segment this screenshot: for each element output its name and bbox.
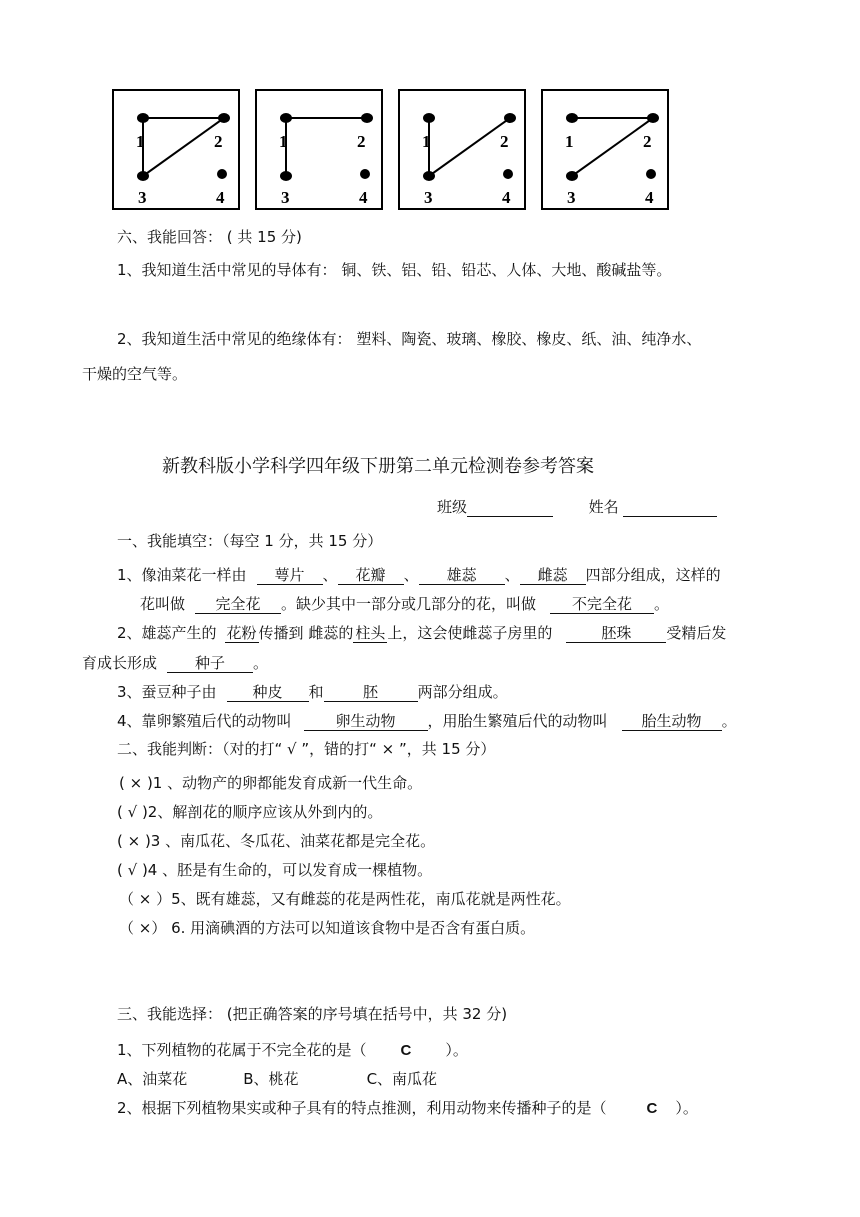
node-label-1: 1 [136, 132, 145, 151]
node-label-4: 4 [645, 188, 654, 207]
option-a: A、油菜花 [117, 1070, 188, 1088]
sec1-q1-line1 [117, 565, 721, 585]
sec6-q2-line2: 干燥的空气等。 [82, 365, 188, 383]
answer-blank: 花瓣 [338, 566, 404, 585]
sec1-q2-mid1: 传播到 雌蕊的 [258, 624, 354, 642]
circuit-diagram-4 [541, 89, 669, 210]
class-blank [467, 498, 553, 517]
sec1-q1-prefix: 1、像油菜花一样由 [117, 566, 247, 584]
node-label-2: 2 [214, 132, 223, 151]
option-b: B、桃花 [243, 1070, 299, 1088]
sec6-q2-line1: 2、我知道生活中常见的绝缘体有： 塑料、陶瓷、玻璃、橡胶、橡皮、纸、油、纯净水、 [117, 330, 702, 348]
sec1-q3 [117, 682, 508, 702]
section-2-heading: 二、我能判断：（对的打“ √ ”，错的打“ × ”，共 15 分） [117, 740, 496, 758]
sec1-q2-mid3: 受精后发 [666, 624, 727, 642]
sec1-q4-mid: ，用胎生繁殖后代的动物叫 [427, 712, 608, 730]
choice-q1-prefix: 1、下列植物的花属于不完全花的是（ [117, 1041, 367, 1059]
choice-q2-answer: C [646, 1100, 658, 1117]
sec1-q1-line2-mid: 。缺少其中一部分或几部分的花，叫做 [281, 595, 537, 613]
separator: 、 [403, 566, 419, 584]
name-blank [623, 498, 717, 517]
judgment-item-1: ( × )1 、动物产的卵都能发育成新一代生命。 [119, 774, 423, 792]
judgment-item-2: ( √ )2、解剖花的顺序应该从外到内的。 [117, 803, 383, 821]
answer-blank: 柱头 [355, 624, 386, 642]
judgment-item-5: （ × ）5、既有雄蕊，又有雌蕊的花是两性花，南瓜花就是两性花。 [119, 890, 571, 908]
sec1-q1-mid: 四部分组成，这样的 [585, 566, 721, 584]
node-label-3: 3 [138, 188, 147, 207]
node-label-2: 2 [643, 132, 652, 151]
class-label: 班级 [437, 498, 468, 516]
node-label-3: 3 [281, 188, 290, 207]
node-label-1: 1 [279, 132, 288, 151]
class-name-row [437, 497, 717, 517]
sec1-q2-line2-prefix: 育成长形成 [82, 654, 158, 672]
sec1-q3-end: 两部分组成。 [417, 683, 508, 701]
answer-blank: 不完全花 [550, 595, 654, 614]
judgment-item-3: ( × )3 、南瓜花、冬瓜花、油菜花都是完全花。 [117, 832, 436, 850]
sec1-q3-mid: 和 [308, 683, 324, 701]
choice-q1-end: ）。 [445, 1041, 468, 1059]
answer-blank: 胎生动物 [622, 712, 722, 731]
name-label: 姓名 [588, 498, 619, 516]
choice-q2 [117, 1098, 698, 1119]
choice-q1-options [117, 1069, 437, 1089]
judgment-item-4: ( √ )4 、胚是有生命的，可以发育成一棵植物。 [117, 861, 433, 879]
answer-blank: 种子 [167, 654, 253, 673]
section-6-heading: 六、我能回答： ( 共 15 分) [117, 228, 302, 246]
node-label-4: 4 [216, 188, 225, 207]
node-label-4: 4 [502, 188, 511, 207]
answer-blank: 萼片 [257, 566, 323, 585]
sec1-q2-line1 [117, 623, 726, 643]
sec1-q2-line2 [82, 653, 268, 673]
answer-blank: 雌蕊 [520, 566, 586, 585]
node-label-2: 2 [500, 132, 509, 151]
judgment-item-6: （ ×） 6. 用滴碘酒的方法可以知道该食物中是否含有蛋白质。 [119, 919, 536, 937]
circuit-diagram-3 [398, 89, 526, 210]
answer-blank: 胚珠 [566, 624, 666, 643]
choice-q1 [117, 1040, 468, 1061]
separator: 、 [322, 566, 338, 584]
circuit-diagram-1 [112, 89, 240, 210]
sec1-q4-end: 。 [721, 712, 737, 730]
circuit-diagram-2 [255, 89, 383, 210]
answer-blank: 雄蕊 [419, 566, 505, 585]
answer-blank: 花粉 [226, 624, 257, 642]
node-label-3: 3 [567, 188, 576, 207]
choice-q2-prefix: 2、根据下列植物果实或种子具有的特点推测，利用动物来传播种子的是（ [117, 1099, 607, 1117]
section-3-heading: 三、我能选择： (把正确答案的序号填在括号中，共 32 分) [117, 1005, 508, 1023]
sec1-q3-prefix: 3、蚕豆种子由 [117, 683, 217, 701]
sec1-q1-line2 [140, 594, 669, 614]
sec1-q1-line2-prefix: 花叫做 [140, 595, 186, 613]
answer-blank: 完全花 [195, 595, 281, 614]
sec1-q2-end: 。 [253, 654, 269, 672]
sec1-q2-mid2: 上，这会使雌蕊子房里的 [387, 624, 553, 642]
sec6-q1: 1、我知道生活中常见的导体有： 铜、铁、铝、铅、铅芯、人体、大地、酸碱盐等。 [117, 261, 672, 279]
node-label-4: 4 [359, 188, 368, 207]
sec1-q4 [117, 711, 737, 731]
answer-blank: 胚 [324, 683, 418, 702]
sec1-q4-prefix: 4、靠卵繁殖后代的动物叫 [117, 712, 292, 730]
page-title: 新教科版小学科学四年级下册第二单元检测卷参考答案 [162, 456, 594, 477]
node-label-1: 1 [565, 132, 574, 151]
choice-q2-end: ）。 [675, 1099, 698, 1117]
sec1-q2-prefix: 2、雄蕊产生的 [117, 624, 217, 642]
answer-blank: 卵生动物 [304, 712, 428, 731]
option-c: C、南瓜花 [366, 1070, 438, 1088]
node-label-3: 3 [424, 188, 433, 207]
node-label-1: 1 [422, 132, 431, 151]
node-label-2: 2 [357, 132, 366, 151]
sec1-q1-end: 。 [654, 595, 670, 613]
answer-blank: 种皮 [227, 683, 309, 702]
choice-q1-answer: C [400, 1042, 412, 1059]
separator: 、 [504, 566, 520, 584]
section-1-heading: 一、我能填空：（每空 1 分，共 15 分） [117, 532, 383, 550]
